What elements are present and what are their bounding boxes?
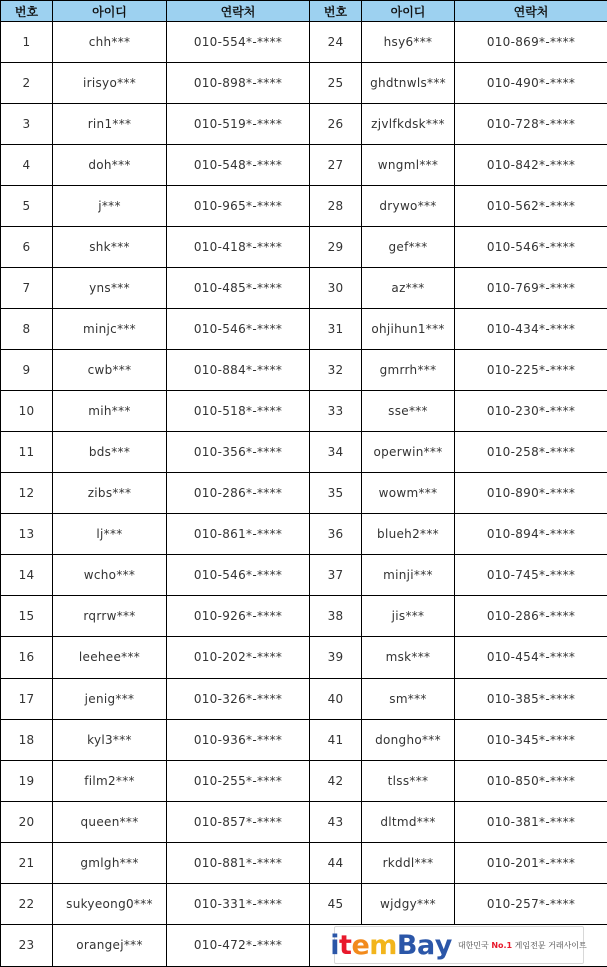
winner-number: 1 (1, 22, 53, 63)
header-number: 번호 (1, 1, 53, 22)
winner-phone: 010-842*-**** (455, 145, 607, 186)
winner-phone: 010-546*-**** (167, 309, 310, 350)
winner-id: orangej*** (53, 924, 167, 966)
winner-number: 38 (310, 596, 362, 637)
winner-phone: 010-894*-**** (455, 514, 607, 555)
winner-id: sukyeong0*** (53, 883, 167, 924)
winner-id: dltmd*** (362, 801, 455, 842)
winner-number: 33 (310, 391, 362, 432)
winner-number: 45 (310, 883, 362, 924)
tagline-suffix: 게임전문 거래사이트 (512, 940, 587, 950)
winner-phone: 010-546*-**** (455, 227, 607, 268)
winner-phone: 010-936*-**** (167, 719, 310, 760)
winner-number: 9 (1, 350, 53, 391)
winner-id: gmrrh*** (362, 350, 455, 391)
winner-number: 44 (310, 842, 362, 883)
winner-id: kyl3*** (53, 719, 167, 760)
winner-number: 2 (1, 63, 53, 104)
winner-phone: 010-965*-**** (167, 186, 310, 227)
wordmark-letter: t (339, 929, 352, 961)
itembay-wordmark (330, 929, 452, 961)
winner-number: 14 (1, 555, 53, 596)
itembay-logo (330, 926, 587, 964)
table-row (1, 555, 607, 596)
winner-number: 42 (310, 760, 362, 801)
table-row (1, 309, 607, 350)
table-row (1, 432, 607, 473)
winner-number: 34 (310, 432, 362, 473)
winner-phone: 010-418*-**** (167, 227, 310, 268)
winner-number: 36 (310, 514, 362, 555)
winner-id: rqrrw*** (53, 596, 167, 637)
winner-phone: 010-898*-**** (167, 63, 310, 104)
winner-phone: 010-769*-**** (455, 268, 607, 309)
table-row (1, 637, 607, 678)
winner-number: 22 (1, 883, 53, 924)
winner-phone: 010-326*-**** (167, 678, 310, 719)
winner-phone: 010-890*-**** (455, 473, 607, 514)
winner-phone: 010-331*-**** (167, 883, 310, 924)
winner-id: blueh2*** (362, 514, 455, 555)
winner-id: dongho*** (362, 719, 455, 760)
tagline-highlight: No.1 (491, 940, 513, 950)
table-row (1, 719, 607, 760)
winner-number: 41 (310, 719, 362, 760)
winner-number: 15 (1, 596, 53, 637)
winner-id: sse*** (362, 391, 455, 432)
winner-phone: 010-728*-**** (455, 104, 607, 145)
winner-number: 18 (1, 719, 53, 760)
winner-phone: 010-225*-**** (455, 350, 607, 391)
winner-phone: 010-881*-**** (167, 842, 310, 883)
winner-phone: 010-490*-**** (455, 63, 607, 104)
winner-id: hsy6*** (362, 22, 455, 63)
header-row (1, 1, 607, 22)
winner-phone: 010-381*-**** (455, 801, 607, 842)
winner-phone: 010-861*-**** (167, 514, 310, 555)
winner-number: 19 (1, 760, 53, 801)
winner-id: wowm*** (362, 473, 455, 514)
winner-id: msk*** (362, 637, 455, 678)
winner-id: ghdtnwls*** (362, 63, 455, 104)
winner-phone: 010-546*-**** (167, 555, 310, 596)
winner-id: sm*** (362, 678, 455, 719)
winner-number: 32 (310, 350, 362, 391)
winner-number: 35 (310, 473, 362, 514)
winner-number: 23 (1, 924, 53, 966)
winner-number: 4 (1, 145, 53, 186)
winner-id: wjdgy*** (362, 883, 455, 924)
winner-number: 25 (310, 63, 362, 104)
winner-id: cwb*** (53, 350, 167, 391)
winner-id: minji*** (362, 555, 455, 596)
winner-number: 5 (1, 186, 53, 227)
winner-id: jis*** (362, 596, 455, 637)
winner-phone: 010-356*-**** (167, 432, 310, 473)
winner-number: 29 (310, 227, 362, 268)
winner-phone: 010-518*-**** (167, 391, 310, 432)
winner-number: 12 (1, 473, 53, 514)
winner-phone: 010-385*-**** (455, 678, 607, 719)
winner-id: az*** (362, 268, 455, 309)
winner-number: 43 (310, 801, 362, 842)
winner-number: 28 (310, 186, 362, 227)
winner-number: 11 (1, 432, 53, 473)
winner-number: 16 (1, 637, 53, 678)
winner-number: 6 (1, 227, 53, 268)
winner-phone: 010-548*-**** (167, 145, 310, 186)
table-row (1, 145, 607, 186)
winner-phone: 010-519*-**** (167, 104, 310, 145)
table-row (1, 104, 607, 145)
winner-id: shk*** (53, 227, 167, 268)
table-row (1, 801, 607, 842)
wordmark-letter: e (351, 929, 370, 961)
wordmark-letter: m (369, 929, 397, 961)
table-row (1, 924, 607, 966)
winner-number: 17 (1, 678, 53, 719)
winner-number: 37 (310, 555, 362, 596)
table-row (1, 760, 607, 801)
winner-phone: 010-562*-**** (455, 186, 607, 227)
header-contact: 연락처 (455, 1, 607, 22)
wordmark-letter: B (396, 929, 417, 961)
table-row (1, 227, 607, 268)
winner-phone: 010-745*-**** (455, 555, 607, 596)
winner-id: minjc*** (53, 309, 167, 350)
winner-id: operwin*** (362, 432, 455, 473)
itembay-tagline (458, 940, 587, 951)
winner-phone: 010-472*-**** (167, 924, 310, 966)
header-contact: 연락처 (167, 1, 310, 22)
winner-phone: 010-345*-**** (455, 719, 607, 760)
winner-id: gmlgh*** (53, 842, 167, 883)
winner-id: irisyo*** (53, 63, 167, 104)
table-row (1, 473, 607, 514)
winner-id: wngml*** (362, 145, 455, 186)
winner-id: rkddl*** (362, 842, 455, 883)
header-id: 아이디 (362, 1, 455, 22)
table-row (1, 350, 607, 391)
table-row (1, 391, 607, 432)
winner-phone: 010-201*-**** (455, 842, 607, 883)
winner-id: rin1*** (53, 104, 167, 145)
wordmark-letter: i (330, 929, 340, 961)
winner-phone: 010-857*-**** (167, 801, 310, 842)
winner-number: 40 (310, 678, 362, 719)
winner-number: 10 (1, 391, 53, 432)
winner-number: 27 (310, 145, 362, 186)
header-number: 번호 (310, 1, 362, 22)
winner-id: doh*** (53, 145, 167, 186)
itembay-logo-cell (310, 924, 607, 966)
winner-phone: 010-202*-**** (167, 637, 310, 678)
winner-phone: 010-258*-**** (455, 432, 607, 473)
winner-id: gef*** (362, 227, 455, 268)
winner-number: 3 (1, 104, 53, 145)
winner-phone: 010-257*-**** (455, 883, 607, 924)
winner-id: lj*** (53, 514, 167, 555)
winner-phone: 010-926*-**** (167, 596, 310, 637)
winner-phone: 010-230*-**** (455, 391, 607, 432)
winner-number: 21 (1, 842, 53, 883)
table-row (1, 22, 607, 63)
winner-id: zibs*** (53, 473, 167, 514)
winner-phone: 010-434*-**** (455, 309, 607, 350)
winner-id: queen*** (53, 801, 167, 842)
table-row (1, 186, 607, 227)
winner-number: 8 (1, 309, 53, 350)
winner-phone: 010-286*-**** (167, 473, 310, 514)
winner-id: mih*** (53, 391, 167, 432)
winner-phone: 010-850*-**** (455, 760, 607, 801)
winner-phone: 010-286*-**** (455, 596, 607, 637)
winner-number: 26 (310, 104, 362, 145)
winner-number: 39 (310, 637, 362, 678)
winner-id: bds*** (53, 432, 167, 473)
winner-phone: 010-869*-**** (455, 22, 607, 63)
winner-phone: 010-485*-**** (167, 268, 310, 309)
winner-number: 13 (1, 514, 53, 555)
table-row (1, 514, 607, 555)
winner-number: 7 (1, 268, 53, 309)
header-id: 아이디 (53, 1, 167, 22)
wordmark-letter: y (434, 929, 452, 961)
winner-phone: 010-454*-**** (455, 637, 607, 678)
winner-id: j*** (53, 186, 167, 227)
table-row (1, 596, 607, 637)
winner-phone: 010-255*-**** (167, 760, 310, 801)
winner-id: ohjihun1*** (362, 309, 455, 350)
wordmark-letter: a (417, 929, 435, 961)
table-row (1, 842, 607, 883)
winner-id: wcho*** (53, 555, 167, 596)
winner-number: 20 (1, 801, 53, 842)
table-row (1, 678, 607, 719)
winner-id: yns*** (53, 268, 167, 309)
table-row (1, 63, 607, 104)
winner-number: 31 (310, 309, 362, 350)
table-row (1, 883, 607, 924)
winner-id: tlss*** (362, 760, 455, 801)
winner-id: zjvlfkdsk*** (362, 104, 455, 145)
winner-number: 30 (310, 268, 362, 309)
table-row (1, 268, 607, 309)
winner-number: 24 (310, 22, 362, 63)
winner-id: jenig*** (53, 678, 167, 719)
winner-id: film2*** (53, 760, 167, 801)
winner-id: leehee*** (53, 637, 167, 678)
winner-phone: 010-554*-**** (167, 22, 310, 63)
winner-id: chh*** (53, 22, 167, 63)
winner-id: drywo*** (362, 186, 455, 227)
tagline-prefix: 대한민국 (457, 940, 492, 950)
winner-phone: 010-884*-**** (167, 350, 310, 391)
